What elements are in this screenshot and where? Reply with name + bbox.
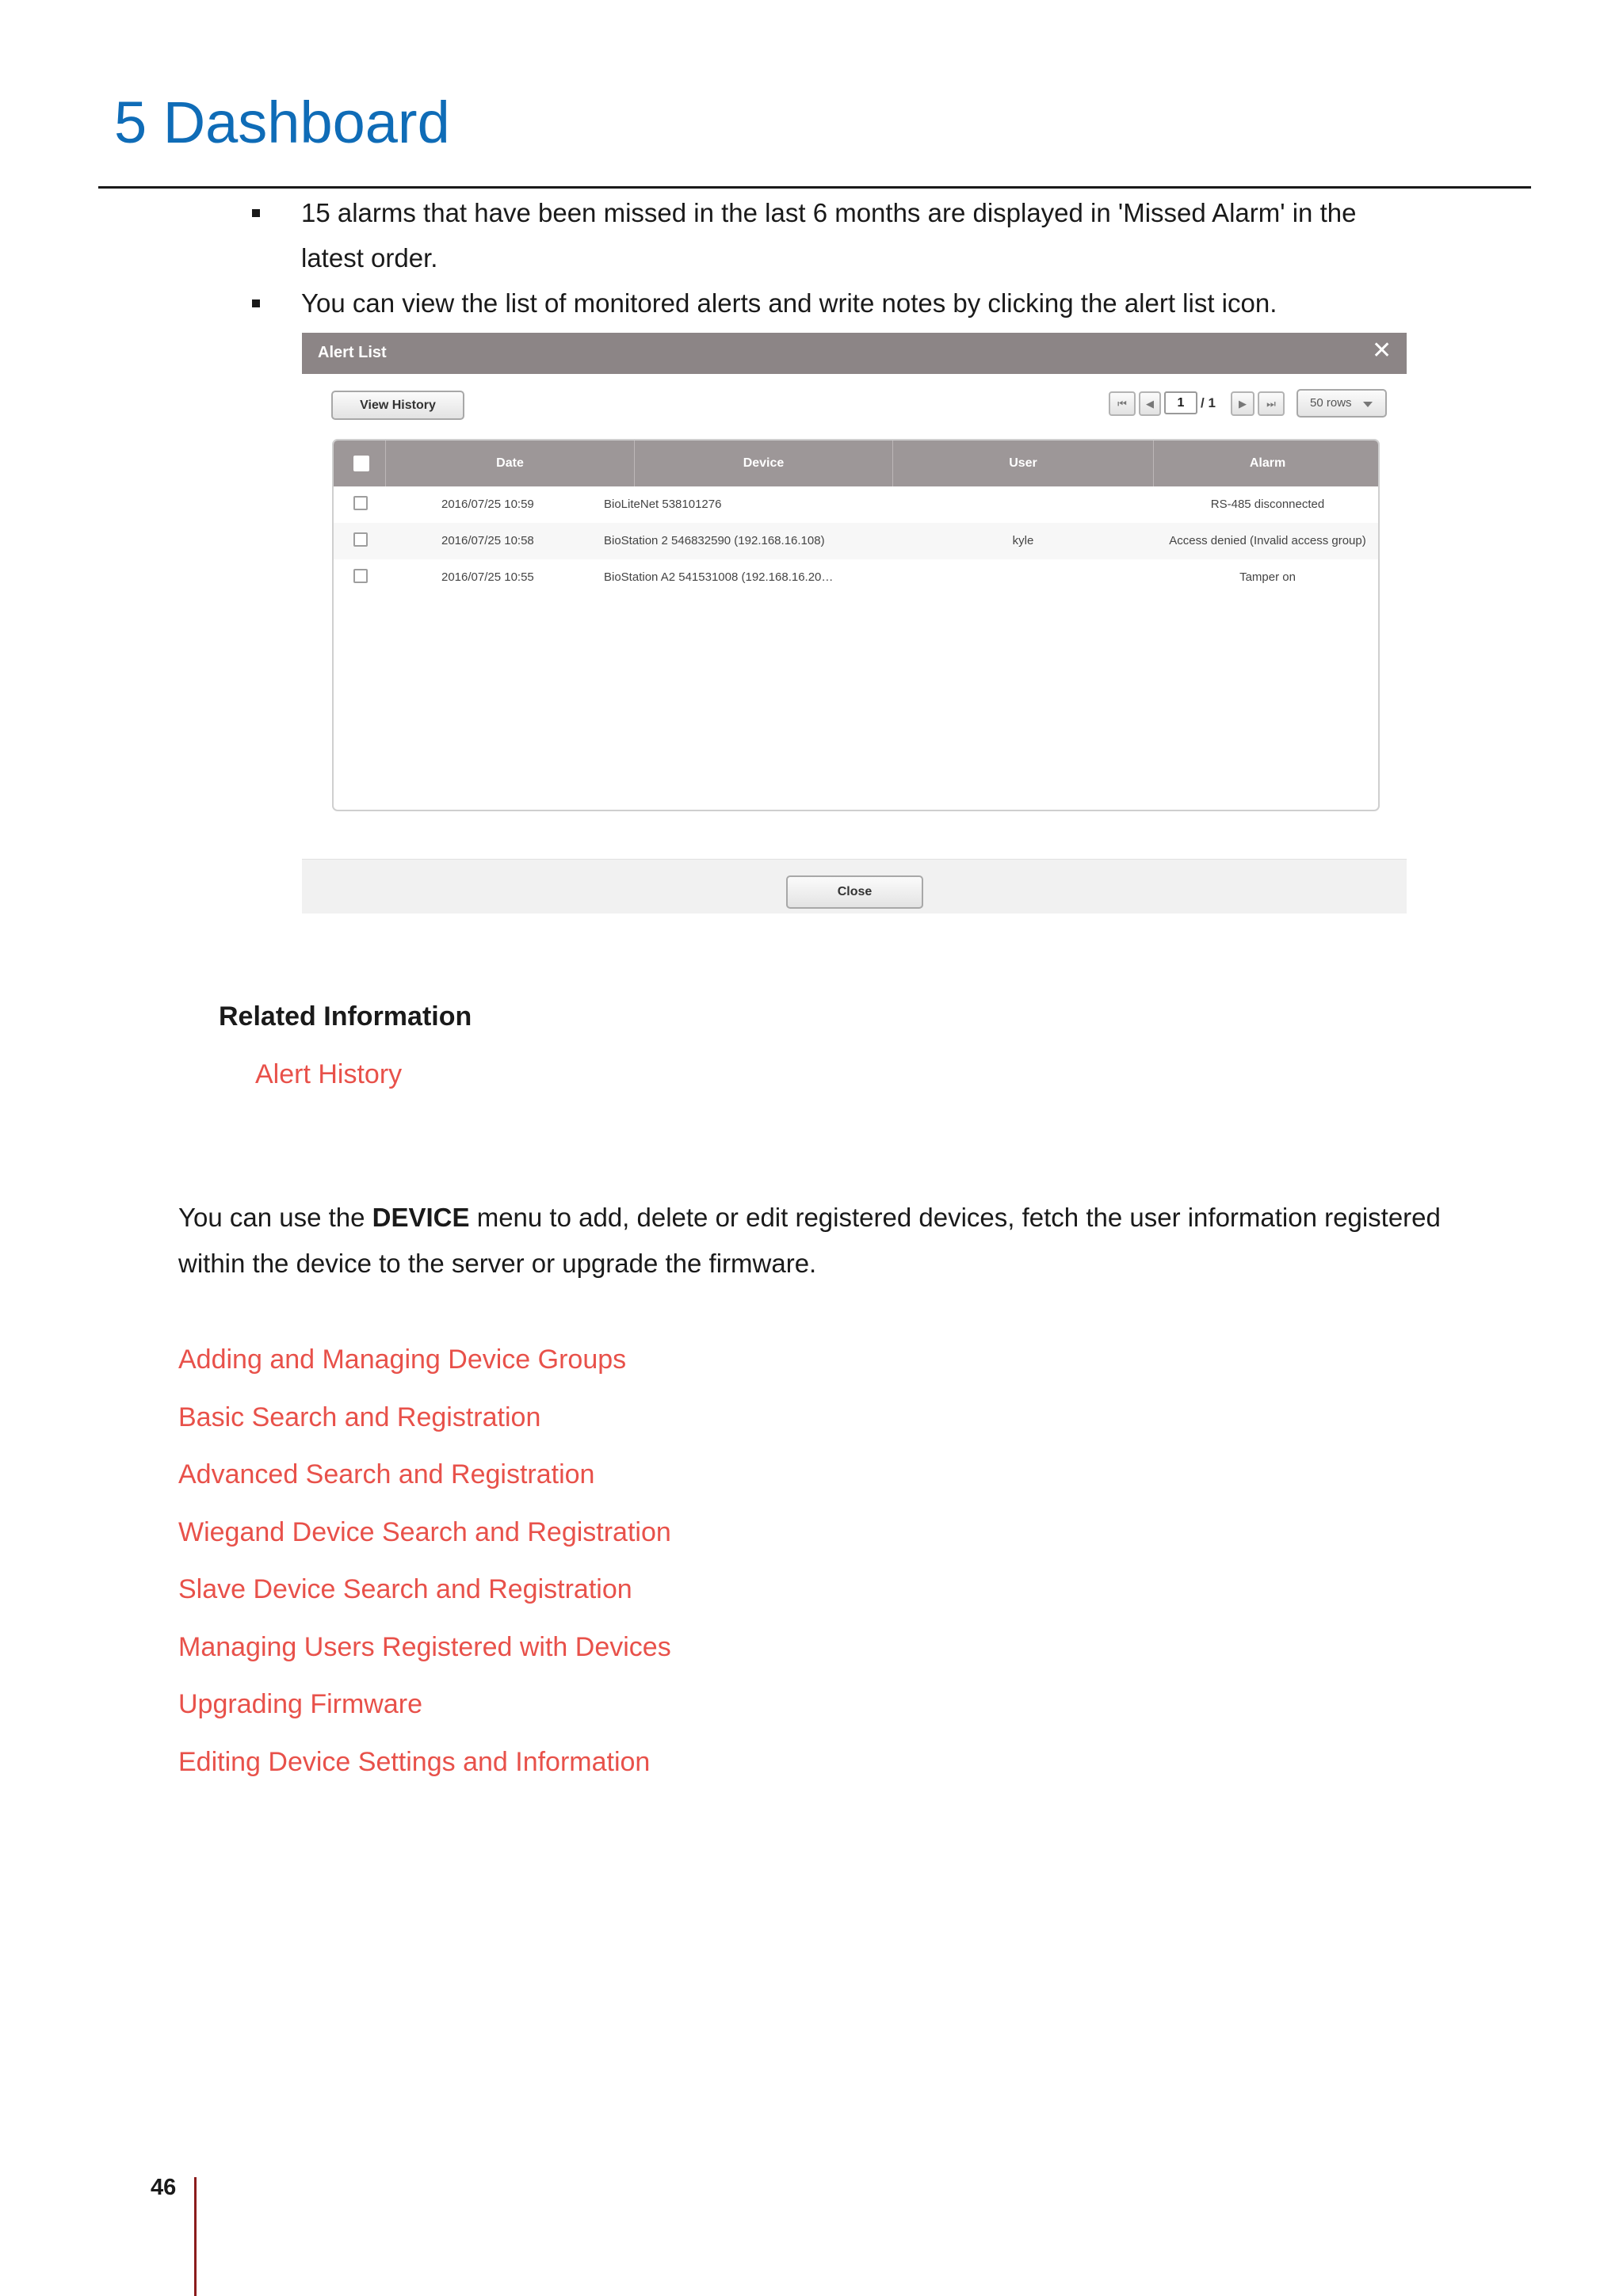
prev-page-icon[interactable]: ◀ <box>1139 391 1161 416</box>
first-page-icon[interactable]: ⏮ <box>1109 391 1136 416</box>
table-header <box>334 441 1380 486</box>
dialog-header <box>302 333 1407 374</box>
title-divider <box>98 186 1531 189</box>
bullet-list <box>252 190 1401 326</box>
next-page-icon[interactable]: ▶ <box>1231 391 1254 416</box>
column-header-device[interactable]: Device <box>743 456 785 470</box>
device-topic-links <box>178 1331 671 1791</box>
row-date: 2016/07/25 10:58 <box>441 534 534 547</box>
table-row[interactable] <box>334 486 1380 523</box>
link-wiegand-device-search[interactable]: Wiegand Device Search and Registration <box>178 1516 671 1547</box>
select-all-checkbox[interactable] <box>353 456 369 471</box>
device-menu-paragraph: You can use the DEVICE menu to add, delete or edit registered devices, fetch the user information registered within the device to the server or upgrade the firmware. <box>178 1203 1441 1278</box>
row-device: BioStation 2 546832590 (192.168.16.108) <box>604 534 825 547</box>
row-checkbox[interactable] <box>353 532 368 547</box>
row-alarm: Tamper on <box>1239 570 1296 584</box>
link-adding-managing-device-groups[interactable]: Adding and Managing Device Groups <box>178 1344 627 1375</box>
row-device: BioStation A2 541531008 (192.168.16.20… <box>604 570 834 584</box>
page-number-divider <box>194 2177 197 2296</box>
bullet-item: You can view the list of monitored alerts and write notes by clicking the alert list icon. <box>252 280 1401 326</box>
table-row[interactable] <box>334 523 1380 559</box>
page-number-input[interactable]: 1 <box>1164 391 1197 414</box>
column-header-user[interactable]: User <box>1009 456 1037 470</box>
row-user <box>893 486 1153 523</box>
row-device: BioLiteNet 538101276 <box>604 498 722 511</box>
dialog-title: Alert List <box>318 344 387 361</box>
column-header-alarm[interactable]: Alarm <box>1249 456 1286 470</box>
row-alarm: RS-485 disconnected <box>1210 498 1325 511</box>
link-upgrading-firmware[interactable]: Upgrading Firmware <box>178 1689 422 1719</box>
link-slave-device-search[interactable]: Slave Device Search and Registration <box>178 1574 632 1604</box>
bullet-item: 15 alarms that have been missed in the last 6 months are displayed in 'Missed Alarm' in the latest order. <box>252 190 1401 280</box>
dialog-footer <box>302 859 1407 913</box>
last-page-icon[interactable]: ⏭ <box>1258 391 1285 416</box>
rows-per-page-select[interactable]: 50 rows <box>1296 389 1387 418</box>
row-date: 2016/07/25 10:55 <box>441 570 534 584</box>
close-button[interactable]: Close <box>786 875 923 909</box>
device-menu-name: DEVICE <box>372 1203 470 1232</box>
row-user: kyle <box>1012 534 1034 547</box>
chapter-title: 5 Dashboard <box>114 90 450 155</box>
page-total: / 1 <box>1201 395 1216 410</box>
row-date: 2016/07/25 10:59 <box>441 498 534 511</box>
link-advanced-search-registration[interactable]: Advanced Search and Registration <box>178 1459 595 1489</box>
table-row[interactable] <box>334 559 1380 596</box>
view-history-button[interactable]: View History <box>331 391 464 420</box>
alert-history-link[interactable]: Alert History <box>255 1059 403 1089</box>
close-icon[interactable]: ✕ <box>1372 338 1392 364</box>
related-information-heading: Related Information <box>219 1001 472 1032</box>
link-editing-device-settings[interactable]: Editing Device Settings and Information <box>178 1746 651 1777</box>
alert-table <box>332 439 1380 811</box>
row-checkbox[interactable] <box>353 569 368 583</box>
column-header-date[interactable]: Date <box>496 456 524 470</box>
link-managing-users-devices[interactable]: Managing Users Registered with Devices <box>178 1631 671 1662</box>
link-basic-search-registration[interactable]: Basic Search and Registration <box>178 1402 541 1432</box>
row-checkbox[interactable] <box>353 496 368 510</box>
bullet-square-icon <box>252 209 260 217</box>
page-number: 46 <box>151 2175 177 2200</box>
bullet-square-icon <box>252 299 260 307</box>
row-alarm: Access denied (Invalid access group) <box>1169 534 1366 547</box>
row-user <box>893 559 1153 596</box>
alert-list-dialog <box>302 333 1407 913</box>
chevron-down-icon <box>1363 402 1373 407</box>
